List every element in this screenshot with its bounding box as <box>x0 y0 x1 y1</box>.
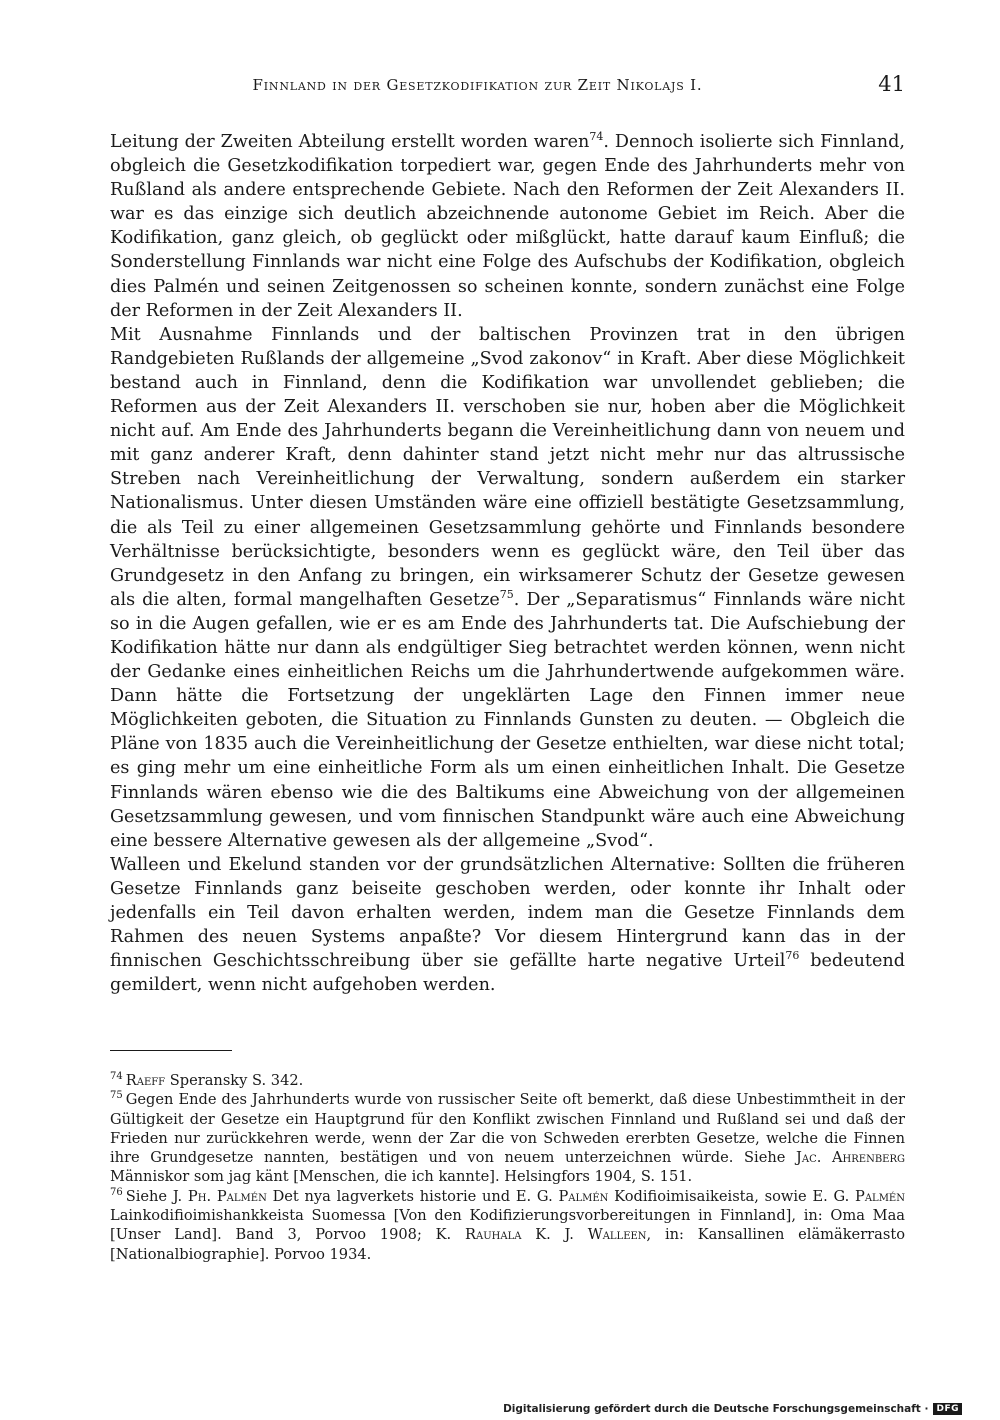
dfg-logo: DFG <box>933 1403 962 1415</box>
footnotes <box>110 1071 905 1264</box>
text-run: . Dennoch isolierte sich Finnland, obgleich die Gesetzkodifikation torpediert war, gegen Ende des Jahrhunderts mehr von Rußland als andere entsprechende Gebiete. Nach den Reformen der Zeit Alexanders II. war es das einzige sich deutlich abzeichnende autonome Gebiet im Reich. Aber die Kodifikation, ganz gleich, ob geglückt oder mißglückt, hatte darauf kaum Einfluß; die Sonderstellung Finnlands war nicht eine Folge des Aufschubs der Kodifikation, obgleich dies Palmén und seinen Zeitgenossen so scheinen konnte, sondern zunächst eine Folge der Reformen in der Zeit Alexanders II. <box>110 132 905 321</box>
text-run: Leitung der Zweiten Abteilung erstellt worden waren <box>110 132 590 152</box>
paragraph <box>110 130 905 323</box>
footnote <box>110 1187 905 1264</box>
footnote-reference: 76 <box>785 949 800 963</box>
text-run: Siehe <box>125 1187 173 1205</box>
text-run: Gegen Ende des Jahrhunderts wurde von russischer Seite oft bemerkt, daß diese Unbestimmtheit in der Gültigkeit der Gesetze ein Hauptgrund für den Konflikt zwischen Finnland und Rußland sei und daß der Frieden nur zurückkehren werde, wenn der Zar die von Schweden ererbten Gesetze, welche die Finnen ihre Grundgesetze nannten, bestätigen und von neuem unterzeichnen würde. Siehe <box>110 1091 905 1167</box>
text-run: . Der „Separatismus“ Finnlands wäre nicht so in die Augen gefallen, wie er es am Ende des Jahrhunderts tat. Die Aufschiebung der Kodifikation hätte nur dann als endgültiger Sieg betrachtet werden können, wenn nicht der Gedanke eines einheitlichen Reichs um die Jahrhundertwende aufgekommen wäre. Dann hätte die Fortsetzung der ungeklärten Lage den Finnen immer neue Möglichkeiten geboten, die Situation zu Finnlands Gunsten zu deuten. — Obgleich die Pläne von 1835 auch die Vereinheitlichung der Gesetze enthielten, war diese nicht total; es ging mehr um eine einheitliche Form als um einen einheitlichen Inhalt. Die Gesetze Finnlands wären ebenso wie die des Baltikums eine Abweichung von der allgemeinen Gesetzsammlung gewesen, und vom finnischen Standpunkt wäre auch eine Abweichung eine bessere Alternative gewesen als der allgemeine „Svod“. <box>110 589 905 851</box>
text-run: Kodifioimisaikeista, sowie <box>608 1187 813 1205</box>
digitization-notice-text: Digitalisierung gefördert durch die Deutsche Forschungsgemeinschaft · <box>503 1403 929 1415</box>
footnote <box>110 1071 905 1090</box>
text-run: Lainkodifioimishankkeista Suomessa [Von den Kodifizierungsvorbereitungen in Finnland], in: Oma Maa [Unser Land]. Band 3, Porvoo 1908; <box>110 1207 905 1244</box>
text-run: bedeutend gemildert, wenn nicht aufgehoben werden. <box>110 951 905 996</box>
text-run: Mit Ausnahme Finnlands und der baltischen Provinzen trat in den übrigen Randgebieten Rußlands der allgemeine „Svod zakonov“ in Kraft. Aber diese Möglichkeit bestand auch in Finnland, denn die Kodifikation war unvollendet geblieben; die Reformen aus der Zeit Alexanders II. verschoben sie nur, hoben aber die Möglichkeit nicht auf. Am Ende des Jahrhunderts begann die Vereinheitlichung dann von neuem und mit ganz anderer Kraft, denn dahinter stand jetzt nicht mehr nur das altrussische Streben nach Vereinheitlichung der Verwaltung, sondern außerdem ein starker Nationalismus. Unter diesen Umständen wäre eine offiziell bestätigte Gesetzsammlung, die als Teil zu einer allgemeinen Gesetzsammlung gehörte und Finnlands besondere Verhältnisse berücksichtigte, besonders wenn es geglückt wäre, den Teil über das Grundgesetz in den Anfang zu bringen, ein wirksamerer Schutz der Gesetze gewesen als die alten, formal mangelhaften Gesetze <box>110 324 905 610</box>
author-name: K. Rauhala K. J. Walleen <box>435 1226 647 1244</box>
author-name: Raeff <box>125 1072 166 1089</box>
body-text <box>110 130 905 997</box>
footnote-number: 75 <box>110 1090 123 1102</box>
running-head: Finnland in der Gesetzkodifikation zur Zeit Nikolajs I. <box>252 76 703 94</box>
text-run: Walleen und Ekelund standen vor der grundsätzlichen Alternative: Sollten die früheren Gesetze Finnlands ganz beiseite geschoben werden, oder konnte ihr Inhalt oder jedenfalls ein Teil davon erhalten werden, indem man die Gesetze Finnlands dem Rahmen des neuen Systems anpaßte? Vor diesem Hintergrund kann das in der finnischen Geschichtsschreibung über sie gefällte harte negative Urteil <box>110 854 905 972</box>
author-name: E. G. Palmén <box>812 1187 905 1205</box>
text-run: Speransky S. 342. <box>165 1072 304 1089</box>
footnote-number: 74 <box>110 1071 123 1083</box>
page-header <box>110 72 905 100</box>
paragraph <box>110 853 905 998</box>
footnote <box>110 1090 905 1186</box>
author-name: Jac. Ahrenberg <box>796 1149 905 1167</box>
footnote-divider <box>110 1050 232 1051</box>
author-name: E. G. Palmén <box>515 1187 609 1205</box>
footnote-reference: 75 <box>499 587 514 601</box>
page-number: 41 <box>878 72 905 96</box>
text-run: Människor som jag känt [Menschen, die ich kannte]. Helsingfors 1904, S. 151. <box>110 1168 693 1186</box>
text-run: , in: Kansallinen elämäkerrasto [Nationalbiographie]. Porvoo 1934. <box>110 1226 905 1263</box>
text-run: Det nya lagverkets historie und <box>266 1187 516 1205</box>
digitization-notice <box>503 1403 962 1415</box>
footnote-reference: 74 <box>589 130 604 144</box>
paragraph <box>110 323 905 853</box>
author-name: J. Ph. Palmén <box>172 1187 267 1205</box>
footnote-number: 76 <box>110 1186 123 1198</box>
